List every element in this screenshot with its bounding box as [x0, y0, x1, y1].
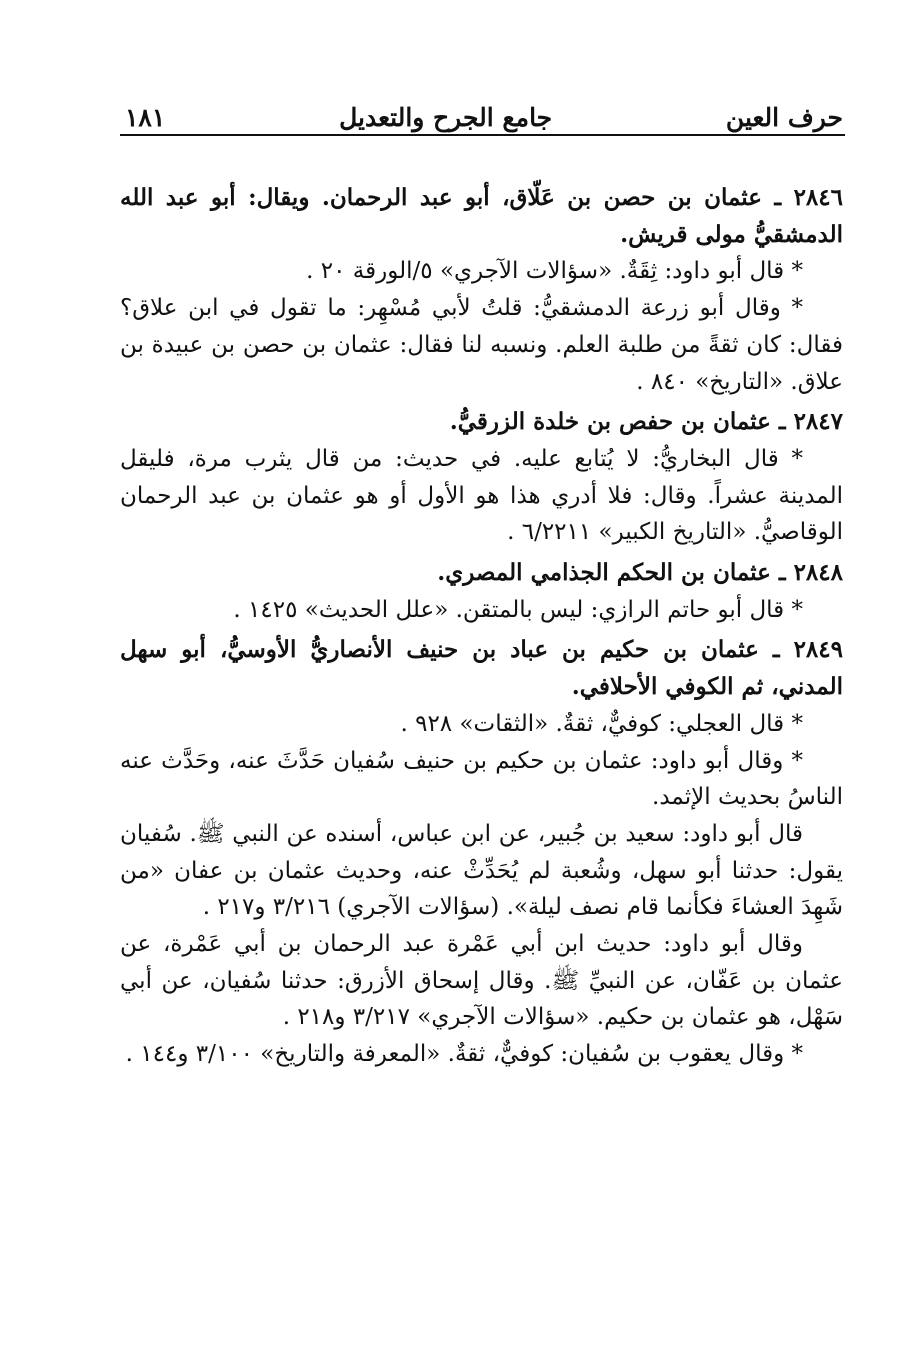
- quote-paragraph: * قال العجلي: كوفيٌّ، ثقةٌ. «الثقات» ٩٢٨ .: [400, 710, 803, 737]
- body-paragraph: قال أبو داود: سعيد بن جُبير، عن ابن عباس، أسنده عن النبي ﷺ. سُفيان يقول: حدثنا أبو سهل، وشُعبة لم يُحَدِّثْ عنه، وحديث عثمان بن عفان «من شَهِدَ العشاءَ فكأنما قام نصف ليلة». (سؤالات الآجري) ٣/٢١٦ و٢١٧ .: [120, 820, 843, 921]
- book-title: جامع الجرح والتعديل: [339, 103, 553, 132]
- quote-paragraph: * قال أبو حاتم الرازي: ليس بالمتقن. «علل الحديث» ١٤٢٥ .: [233, 596, 803, 623]
- quote-paragraph: * قال البخاريُّ: لا يُتابع عليه. في حديث: من قال يثرب مرة، فليقل المدينة عشراً. وقال: فلا أدري هذا هو الأول أو هو عثمان بن عبد الرحمان الوقاصيُّ. «التاريخ الكبير» ٦/٢٢١١ .: [120, 445, 843, 546]
- body-paragraph: وقال أبو داود: حديث ابن أبي عَمْرة عبد الرحمان بن أبي عَمْرة، عن عثمان بن عَفّان، عن النبيِّ ﷺ. وقال إسحاق الأزرق: حدثنا سُفيان، عن أبي سَهْل، هو عثمان بن حكيم. «سؤالات الآجري» ٣/٢١٧ و٢١٨ .: [120, 931, 843, 1031]
- quote-paragraph: * وقال أبو داود: عثمان بن حكيم بن حنيف سُفيان حَدَّثَ عنه، وحَدَّث عنه الناسُ بحديث الإثمد.: [120, 747, 843, 811]
- chapter-title: حرف العين: [725, 103, 843, 132]
- running-header: [125, 88, 843, 132]
- quote-paragraph: * وقال يعقوب بن سُفيان: كوفيٌّ، ثقةٌ. «المعرفة والتاريخ» ٣/١٠٠ و١٤٤ .: [125, 1041, 803, 1068]
- header-divider: [120, 134, 845, 136]
- page-number: ١٨١: [125, 103, 166, 132]
- entry-heading: ٢٨٤٦ ـ عثمان بن حصن بن عَلّاق، أبو عبد الرحمان. ويقال: أبو عبد الله الدمشقيُّ مولى قريش.: [120, 184, 843, 248]
- entry-heading: ٢٨٤٧ ـ عثمان بن حفص بن خلدة الزرقيُّ.: [449, 408, 843, 436]
- quote-paragraph: * وقال أبو زرعة الدمشقيُّ: قلتُ لأبي مُسْهِر: ما تقول في ابن علاق؟ فقال: كان ثقةً من طلبة العلم. ونسبه لنا فقال: عثمان بن حصن بن عبيدة بن علاق. «التاريخ» ٨٤٠ .: [120, 295, 843, 395]
- quote-paragraph: * قال أبو داود: ثِقَةٌ. «سؤالات الآجري» ٥/الورقة ٢٠ .: [306, 258, 803, 285]
- entry-heading: ٢٨٤٩ ـ عثمان بن حكيم بن عباد بن حنيف الأنصاريُّ الأوسيُّ، أبو سهل المدني، ثم الكوفي الأحلافي.: [120, 636, 843, 701]
- page-body: [120, 176, 843, 1073]
- entry-heading: ٢٨٤٨ ـ عثمان بن الحكم الجذامي المصري.: [437, 559, 843, 587]
